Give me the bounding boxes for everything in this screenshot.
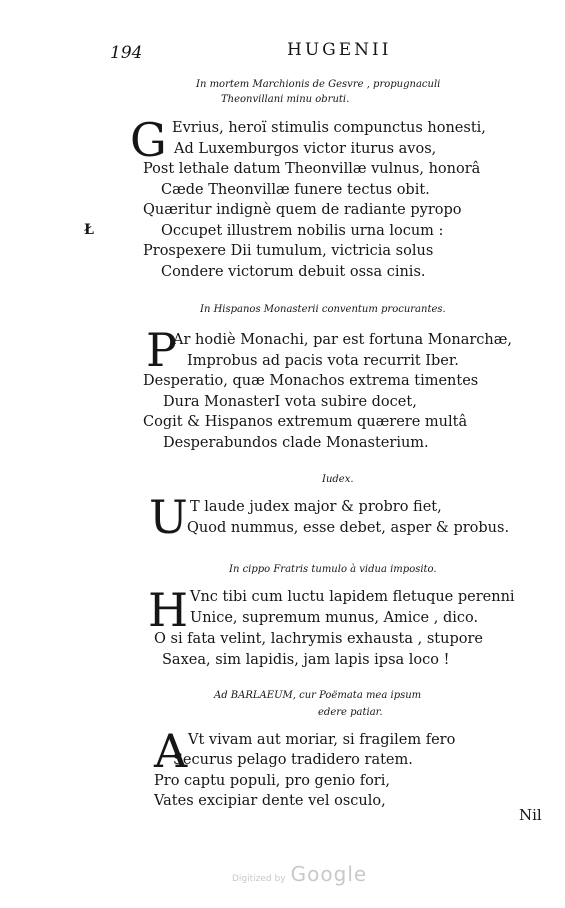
google-logo-text: Google (290, 862, 368, 886)
poem-heading: In Hispanos Monasterii conventum procurantes. (200, 304, 446, 315)
verse-line: Cogit & Hispanos extremum quærere multâ (143, 414, 468, 430)
verse-line: Ar hodiè Monachi, par est fortuna Monarchæ, (173, 332, 512, 348)
drop-cap: A (154, 724, 188, 778)
verse-line: Dura MonasterI vota subire docet, (163, 394, 417, 410)
verse-line: Pro captu populi, pro genio fori, (154, 773, 390, 789)
verse-line: Condere victorum debuit ossa cinis. (161, 264, 426, 280)
page-number: 194 (110, 43, 143, 63)
drop-cap: G (130, 113, 167, 167)
poem-heading: Theonvillani minu obruti. (221, 94, 350, 105)
poem-heading: edere patiar. (318, 707, 383, 718)
verse-line: Improbus ad pacis vota recurrit Iber. (187, 353, 459, 369)
verse-line: Securus pelago tradidero ratem. (173, 752, 413, 768)
poem-heading: Ad BARLAEUM, cur Poëmata mea ipsum (214, 690, 422, 701)
verse-line: Saxea, sim lapidis, jam lapis ipsa loco ! (162, 652, 450, 668)
verse-line: Cæde Theonvillæ funere tectus obit. (161, 182, 430, 198)
verse-line: Vt vivam aut moriar, si fragilem fero (188, 732, 456, 748)
verse-line: O si fata velint, lachrymis exhausta , stupore (154, 631, 483, 647)
verse-line: Vates excipiar dente vel osculo, (154, 793, 386, 809)
poem-heading: In cippo Fratris tumulo à vidua imposito. (229, 564, 437, 575)
verse-line: Desperatio, quæ Monachos extrema timentes (143, 373, 479, 389)
drop-cap: P (146, 323, 177, 377)
verse-line: Post lethale datum Theonvillæ vulnus, honorâ (143, 161, 481, 177)
drop-cap: H (148, 583, 189, 637)
digitized-watermark (232, 862, 367, 886)
drop-cap: U (149, 490, 188, 544)
poem-heading: Iudex. (322, 474, 354, 485)
verse-line: Occupet illustrem nobilis urna locum : (161, 223, 444, 239)
verse-line: Quod nummus, esse debet, asper & probus. (187, 520, 510, 536)
verse-line: Unice, supremum munus, Amice , dico. (190, 610, 479, 626)
verse-line: Prospexere Dii tumulum, victricia solus (143, 243, 434, 259)
margin-mark: Ł (84, 222, 94, 238)
watermark-prefix: Digitized by (232, 874, 286, 884)
verse-line: Desperabundos clade Monasterium. (163, 435, 429, 451)
catchword: Nil (519, 806, 542, 824)
verse-line: Evrius, heroï stimulis compunctus honesti, (172, 120, 486, 136)
poem-heading: In mortem Marchionis de Gesvre , propugnaculi (196, 79, 441, 90)
verse-line: T laude judex major & probro fiet, (190, 499, 442, 515)
verse-line: Quæritur indignè quem de radiante pyropo (143, 202, 462, 218)
verse-line: Vnc tibi cum luctu lapidem fletuque perenni (190, 589, 515, 605)
verse-line: Ad Luxemburgos victor iturus avos, (174, 141, 437, 157)
running-title: HUGENII (287, 40, 392, 60)
